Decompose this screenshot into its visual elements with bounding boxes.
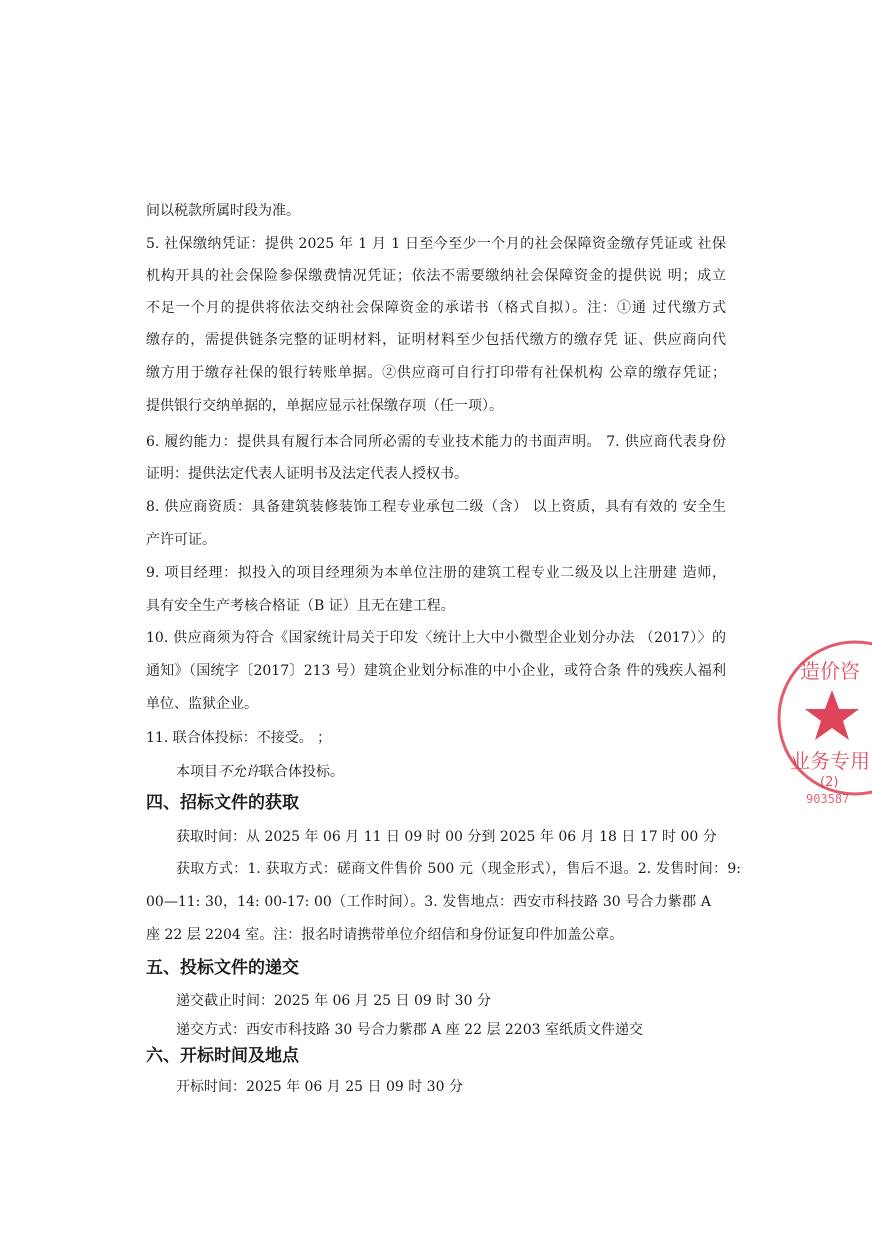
text-line: 不足一个月的提供将依法交纳社会保障资金的承诺书（格式自拟）。注：①通 过代缴方式 [146, 300, 726, 316]
seal-top-text: 造价咨 [800, 659, 860, 683]
text-line: 递交方式：西安市科技路 30 号合力紫郡 A 座 22 层 2203 室纸质文件递交 [176, 1022, 643, 1038]
consortium-note [176, 762, 756, 782]
text-line: 递交截止时间：2025 年 06 月 25 日 09 时 30 分 [176, 993, 491, 1009]
text-line: 具有安全生产考核合格证（B 证）且无在建工程。 [146, 598, 455, 614]
section-4-title: 四、招标文件的获取 [146, 793, 299, 813]
text-line: 8. 供应商资质：具备建筑装修装饰工程专业承包二级（含） 以上资质，具有有效的 安全生 [146, 499, 726, 515]
seal-number-text: (2) [820, 775, 839, 790]
text-line: 11. 联合体投标：不接受。 ； [146, 730, 332, 746]
section-5-title: 五、投标文件的递交 [146, 958, 299, 978]
text-line: 提供银行交纳单据的，单据应显示社保缴存项（任一项）。 [146, 398, 503, 414]
text-line: 获取时间：从 2025 年 06 月 11 日 09 时 00 分到 2025 年 06 月 18 日 17 时 00 分 [176, 829, 717, 845]
consortium-italic: 不允许 [218, 764, 260, 780]
text-line: 9. 项目经理：拟投入的项目经理须为本单位注册的建筑工程专业二级及以上注册建 造师， [146, 565, 726, 581]
seal-middle-text: 业务专用 [790, 749, 870, 773]
text-line: 单位、监狱企业。 [146, 696, 258, 712]
official-seal [760, 628, 872, 808]
text-line: 获取方式：1. 获取方式：磋商文件售价 500 元（现金形式），售后不退。2. 发售时间：9: [176, 861, 741, 877]
text-line: 缴存的，需提供链条完整的证明材料，证明材料至少包括代缴方的缴存凭 证、供应商向代 [146, 332, 726, 348]
text-line: 机构开具的社会保险参保缴费情况凭证；依法不需要缴纳社会保障资金的提供说 明；成立 [146, 268, 726, 284]
text-line: 通知》（国统字〔2017〕213 号）建筑企业划分标准的中小企业，或符合条 件的残疾人福利 [146, 663, 726, 679]
seal-ring [779, 642, 872, 794]
consortium-suffix: 联合体投标。 [260, 764, 344, 780]
text-line: 证明：提供法定代表人证明书及法定代表人授权书。 [146, 466, 468, 482]
seal-bottom-text: 903587 [806, 792, 850, 806]
text-line: 间以税款所属时段为准。 [146, 203, 300, 219]
text-line: 开标时间：2025 年 06 月 25 日 09 时 30 分 [176, 1079, 463, 1095]
text-line: 座 22 层 2204 室。注：报名时请携带单位介绍信和身份证复印件加盖公章。 [146, 927, 624, 943]
consortium-prefix: 本项目 [176, 764, 218, 780]
star-icon [805, 690, 859, 740]
section-6-title: 六、开标时间及地点 [146, 1046, 299, 1066]
text-line: 00—11: 30，14: 00-17: 00（工作时间）。3. 发售地点：西安市科技路 30 号合力紫郡 A [146, 894, 711, 910]
text-line: 6. 履约能力：提供具有履行本合同所必需的专业技术能力的书面声明。 7. 供应商代表身份 [146, 434, 726, 450]
text-line: 缴方用于缴存社保的银行转账单据。②供应商可自行打印带有社保机构 公章的缴存凭证； [146, 365, 726, 381]
text-line: 产许可证。 [146, 532, 216, 548]
text-line: 5. 社保缴纳凭证：提供 2025 年 1 月 1 日至今至少一个月的社会保障资金缴存凭证或 社保 [146, 236, 726, 252]
text-line: 10. 供应商须为符合《国家统计局关于印发〈统计上大中小微型企业划分办法 （2017）〉的 [146, 630, 726, 646]
